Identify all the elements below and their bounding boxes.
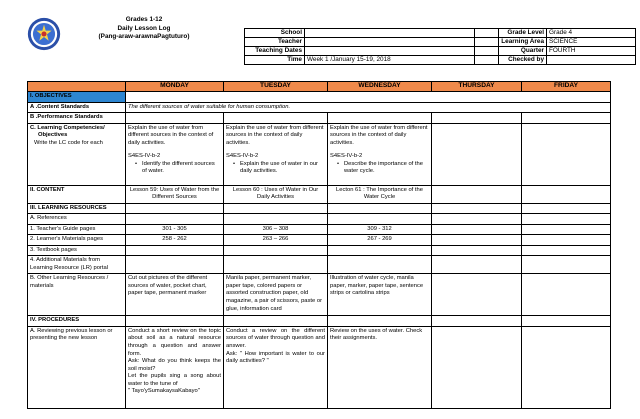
lm-wednesday: 267 - 269 [328,235,432,246]
content-friday [522,185,611,203]
day-wednesday: WEDNESDAY [328,82,432,92]
review-monday-ask: Ask: What do you think keeps the soil moist? [128,358,221,372]
lesson-log-table [27,81,611,409]
lc-tuesday [224,123,328,185]
lc-wednesday-text: Explain the use of water from different sources in the context of daily activities. [330,124,428,146]
content-row [28,185,611,203]
other-monday: Cut out pictures of the different sources of water, pocket chart, paper tape, permanent marker [126,274,224,316]
header-info-right [474,28,636,65]
checked-by-label: Checked by [475,56,547,65]
procedures-row [28,316,611,327]
objectives-heading: I. OBJECTIVES [28,92,126,103]
checked-by-value [547,56,636,65]
teaching-dates-label: Teaching Dates [245,47,305,56]
other-resources-row [28,274,611,316]
other-tuesday: Manila paper, permanent marker, paper tape, colored papers or assorted construction paper, old magazine, a pair of scissors, paste or glue, information card [224,274,328,316]
objectives-blank [126,92,611,103]
lc-label-line2: Objectives [38,132,68,139]
additional-materials-line2: Learning Resource (LR) portal [30,264,108,271]
lc-wednesday [328,123,432,185]
quarter-value: FOURTH [547,47,636,56]
lc-tuesday-bullet: • Explain the use of water in our daily activities. [226,161,325,176]
reviewing-line1: A. Reviewing previous lesson or [30,327,113,334]
lc-monday [126,123,224,185]
performance-standards-label: B .Performance Standards [28,113,126,124]
performance-standards-thu [432,113,522,124]
log-title-block [65,16,223,42]
review-monday-song: " Tayo'ySumakaysaKabayo" [128,388,200,395]
tg-monday: 301 - 305 [126,224,224,235]
lc-wednesday-code: S4ES-IV-b-2 [330,153,363,160]
learning-competencies-label [28,123,126,185]
reviewing-line2: presenting the new lesson [30,335,98,342]
learning-resources-row [28,203,611,214]
review-wednesday: Review on the uses of water. Check their assignments. [328,326,432,408]
performance-standards-fri [522,113,611,124]
day-friday: FRIDAY [522,82,611,92]
school-value [305,29,499,38]
textbook-pages-label: 3. Textbook pages [28,245,126,256]
content-tuesday: Lesson 60 : Uses of Water in Our Daily Activities [224,185,328,203]
corner-cell [28,82,126,92]
lc-tuesday-text: Explain the use of water from different sources in the context of daily activities. [226,124,324,146]
other-wednesday: Illustration of water cycle, manila paper, marker, paper tape, sentence strips or cartolina strips [328,274,432,316]
deped-seal-icon [27,17,61,51]
day-thursday: THURSDAY [432,82,522,92]
additional-materials-row [28,256,611,274]
lc-thursday [432,123,522,185]
learners-materials-row [28,235,611,246]
content-label: II. CONTENT [28,185,126,203]
other-resources-line2: materials [30,282,54,289]
teacher-label: Teacher [245,38,305,47]
teacher-value [305,38,499,47]
review-monday-text: Conduct a short review on the topic about soil as a natural resource through a question and answer form. [128,327,221,357]
performance-standards-wed [328,113,432,124]
tg-wednesday: 309 - 312 [328,224,432,235]
reviewing-label [28,326,126,408]
days-header-row [28,82,611,92]
review-monday-sing: Let the pupils sing a song about water to the tune of [128,373,221,387]
content-thursday [432,185,522,203]
teaching-dates-value [305,47,499,56]
lm-monday: 258 - 262 [126,235,224,246]
lc-tuesday-code: S4ES-IV-b-2 [226,153,259,160]
header-info-left [244,28,499,65]
lc-label-line3: Write the LC code for each [34,139,103,146]
learning-area-label: Learning Area [475,38,547,47]
references-row [28,214,611,225]
subtitle-text: (Pang-araw-arawnaPagtuturo) [98,33,190,40]
procedures-label: IV. PROCEDURES [28,316,126,327]
performance-standards-row [28,113,611,124]
reviewing-row [28,326,611,408]
review-tuesday [224,326,328,408]
other-resources-line1: B. Other Learning Resources / [30,275,109,282]
learning-resources-label: III. LEARNING RESOURCES [28,203,126,214]
lc-monday-bullet: • Identify the different sources of water. [128,161,221,176]
quarter-label: Quarter [475,47,547,56]
daily-lesson-log-text: Daily Lesson Log [117,24,171,32]
lc-monday-code: S4ES-IV-b-2 [128,153,161,160]
performance-standards-tue [224,113,328,124]
references-label: A. References [28,214,126,225]
lc-label-line1: C. Learning Competencies/ [30,124,105,131]
textbook-pages-row [28,245,611,256]
review-tuesday-ask: Ask: " How important is water to our daily activities? " [226,350,325,365]
review-monday [126,326,224,408]
objectives-row [28,92,611,103]
content-standards-row [28,102,611,113]
day-monday: MONDAY [126,82,224,92]
lc-wednesday-bullet: • Describe the importance of the water cycle. [330,161,429,176]
grade-level-label: Grade Level [475,29,547,38]
learning-area-value: SCIENCE [547,38,636,47]
grades-text: Grades 1-12 [125,16,163,23]
day-tuesday: TUESDAY [224,82,328,92]
learning-competencies-row [28,123,611,185]
learners-materials-label: 2. Learner's Materials pages [28,235,126,246]
lc-friday [522,123,611,185]
grade-level-value: Grade 4 [547,29,636,38]
header [27,15,617,70]
time-label: Time [245,56,305,65]
review-tuesday-text: Conduct a review on the different sources of water through question and answer. [226,327,325,349]
other-resources-label [28,274,126,316]
content-standards-label: A .Content Standards [28,102,126,113]
teachers-guide-row [28,224,611,235]
lm-tuesday: 263 – 266 [224,235,328,246]
content-standards-value: The different sources of water suitable for human consumption. [126,102,611,113]
tg-tuesday: 306 – 308 [224,224,328,235]
performance-standards-mon [126,113,224,124]
additional-materials-label [28,256,126,274]
content-monday: Lesson 59: Uses of Water from the Different Sources [126,185,224,203]
content-wednesday: Lecton 61 : The Importance of the Water Cycle [328,185,432,203]
teachers-guide-label: 1. Teacher's Guide pages [28,224,126,235]
school-label: School [245,29,305,38]
time-value: Week 1 /January 15-19, 2018 [305,56,499,65]
additional-materials-line1: 4. Additional Materials from [30,257,100,264]
lc-monday-text: Explain the use of water from different sources in the context of daily activities. [128,124,214,146]
